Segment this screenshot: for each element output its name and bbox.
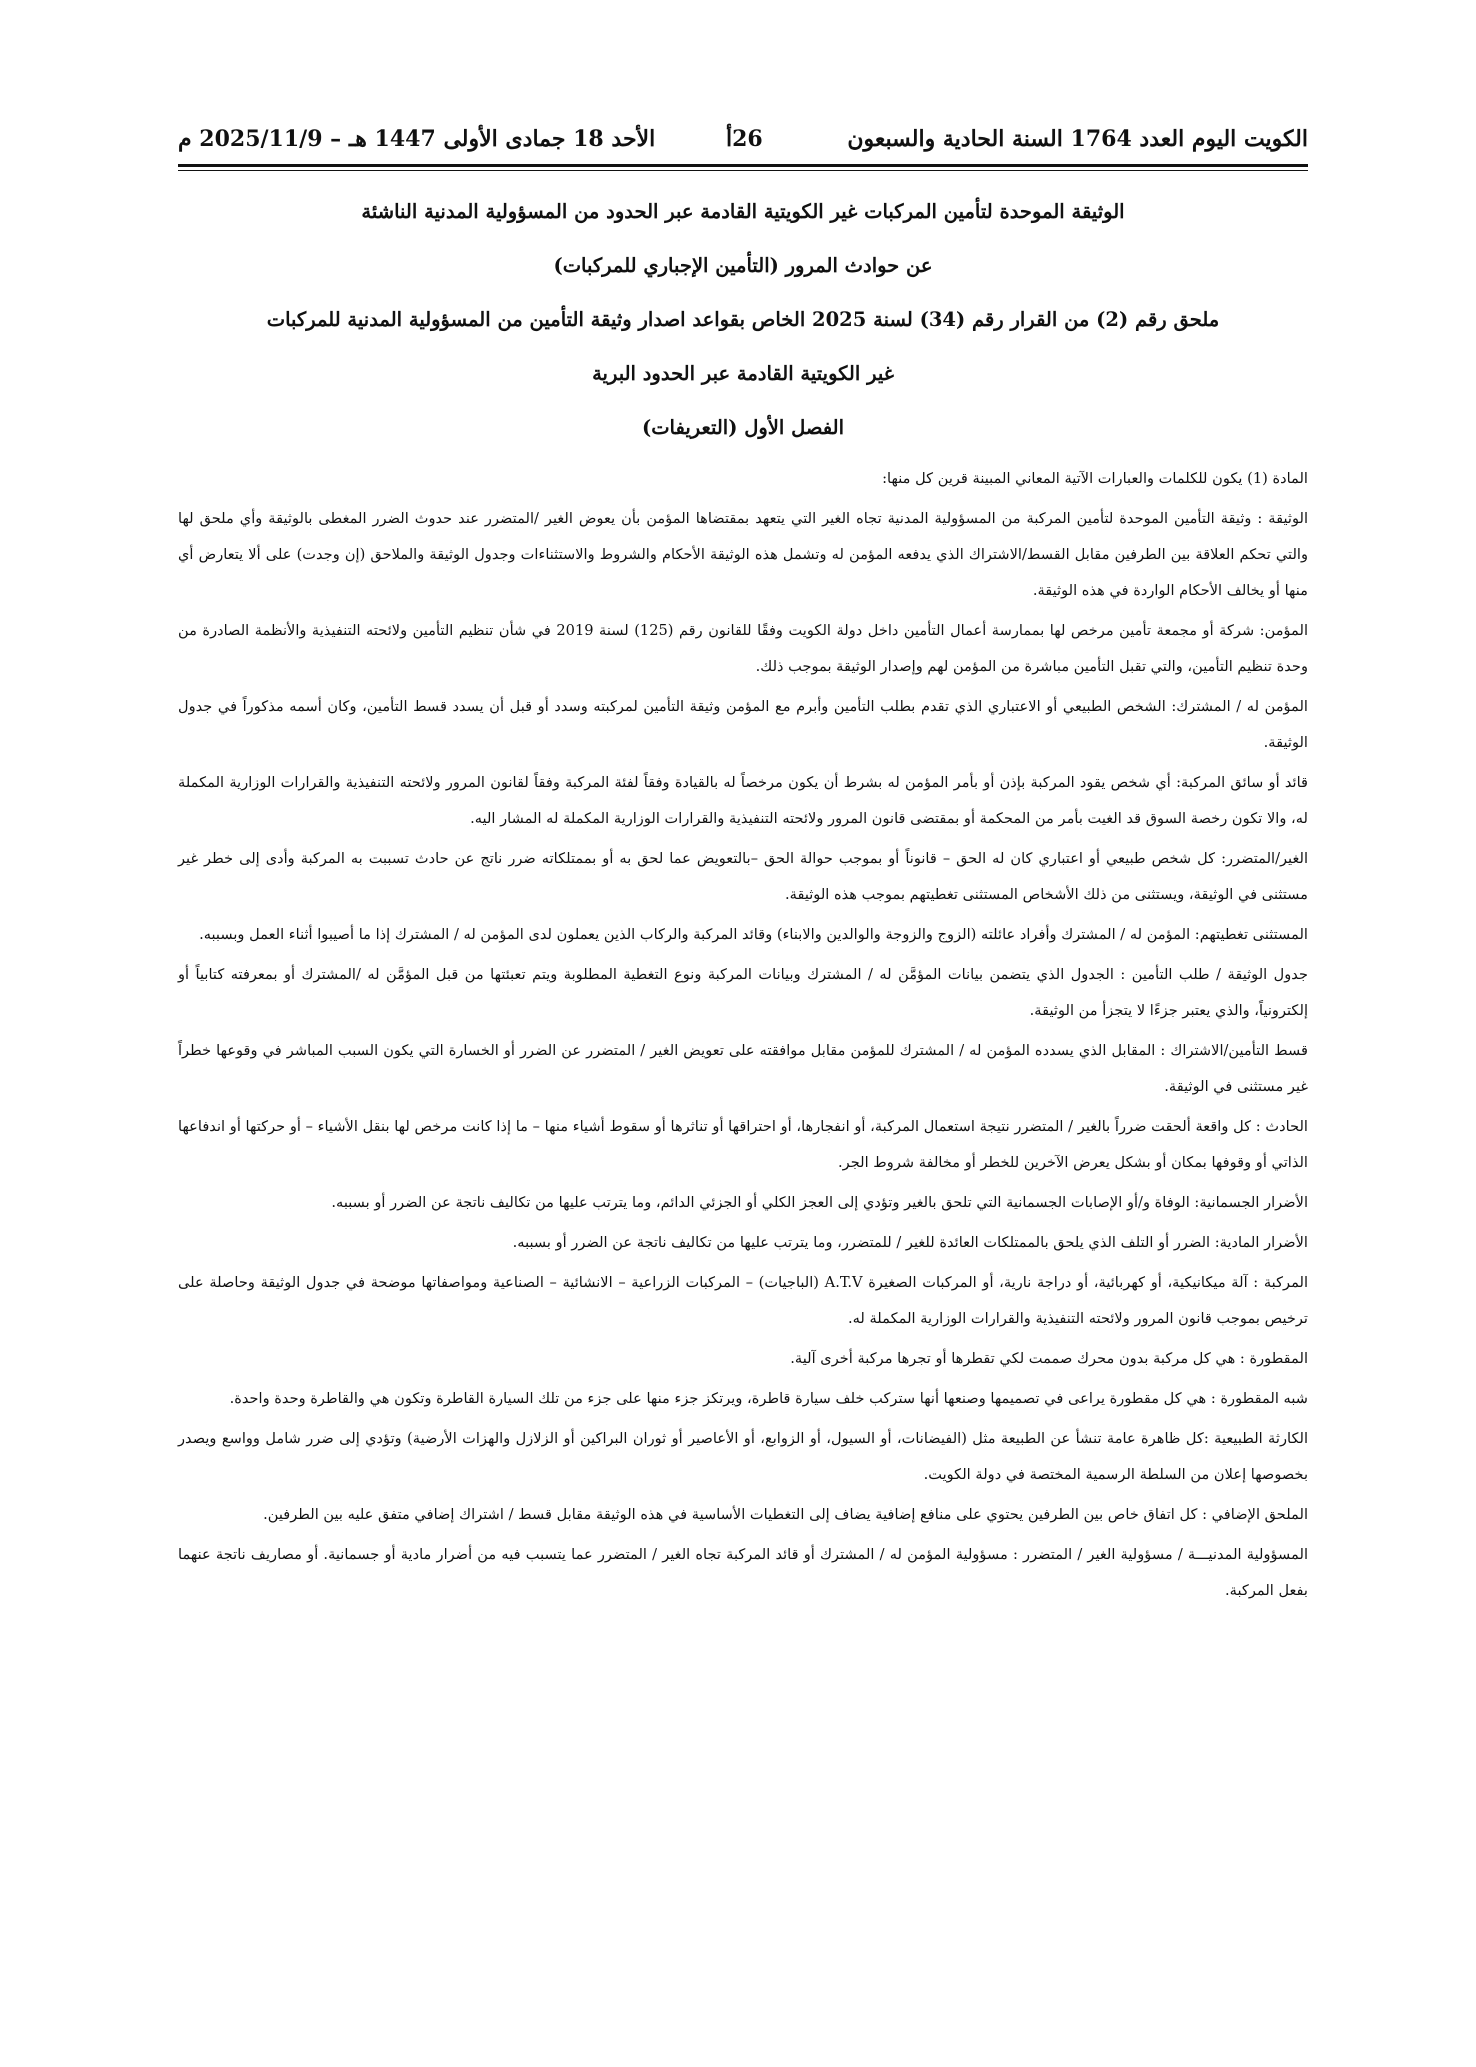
gazette-page (178, 118, 1308, 1613)
header-divider-thick (178, 164, 1308, 167)
definition-semi-trailer: شبه المقطورة : هي كل مقطورة يراعى في تصميمها وصنعها أنها ستركب خلف سيارة قاطرة، ويرتكز جزء منها على جزء من تلك السيارة القاطرة وتكون هي والقاطرة وحدة واحدة. (229, 1390, 1308, 1407)
definition-vehicle: المركبة : آلة ميكانيكية، أو كهربائية، أو دراجة نارية، أو المركبات الصغيرة A.T.V (الباجيات) – المركبات الزراعية – الانشائية – الصناعية ومواصفاتها موضحة في جدول الوثيقة وحاصلة على ترخيص بموجب قانون المرور ولائحته التنفيذية والقرارات الوزارية المكملة له. (178, 1274, 1309, 1327)
definition-premium: قسط التأمين/الاشتراك : المقابل الذي يسدده المؤمن له / المشترك للمؤمن مقابل موافقته على تعويض الغير / المتضرر عن الضرر أو الخسارة التي يكون السبب المباشر في وقوعها خطراً غير مستثنى في الوثيقة. (178, 1042, 1308, 1095)
title-line-4: غير الكويتية القادمة عبر الحدود البرية (592, 362, 894, 385)
definition-trailer: المقطورة : هي كل مركبة بدون محرك صممت لكي تقطرها أو تجرها مركبة أخرى آلية. (790, 1350, 1308, 1367)
page-header (178, 118, 1308, 160)
definition-policy: الوثيقة : وثيقة التأمين الموحدة لتأمين المركبة من المسؤولية المدنية تجاه الغير التي يتعهد بمقتضاها المؤمن بأن يعوض الغير /المتضرر عند حدوث الضرر المغطى بالوثيقة وأي ملحق لها والتي تحكم العلاقة بين الطرفين مقابل القسط/الاشتراك الذي يدفعه المؤمن له وتشمل هذه الوثيقة الأحكام والشروط والاستثناءات وجدول الوثيقة والملاحق (إن وجدت) على ألا يتعارض أي منها أو يخالف الأحكام الواردة في هذه الوثيقة. (178, 510, 1308, 599)
title-line-3: ملحق رقم (2) من القرار رقم (34) لسنة 2025 الخاص بقواعد اصدار وثيقة التأمين من المسؤولية المدنية للمركبات (266, 308, 1220, 331)
definition-policy-schedule: جدول الوثيقة / طلب التأمين : الجدول الذي يتضمن بيانات المؤمَّن له / المشترك وبيانات المركبة ونوع التغطية المطلوبة ويتم تعبئتها من قبل المؤمَّن له /المشترك أو بمعرفته كتابياً أو إلكترونياً، والذي يعتبر جزءًا لا يتجزأ من الوثيقة. (178, 966, 1308, 1019)
document-titles (178, 185, 1308, 455)
chapter-heading: الفصل الأول (التعريفات) (641, 416, 845, 439)
definitions-body (178, 461, 1308, 1609)
header-date: الأحد 18 جمادى الأولى 1447 هـ – 2025/11/9 م (178, 126, 656, 152)
definition-driver: قائد أو سائق المركبة: أي شخص يقود المركبة بإذن أو بأمر المؤمن له بشرط أن يكون مرخصاً له بالقيادة وفقاً لفئة المركبة وفقاً لقانون المرور ولائحته التنفيذية والقرارات الوزارية المكملة له، والا تكون رخصة السوق قد الغيت بأمر من المحكمة أو بمقتضى قانون المرور ولائحته التنفيذية والقرارات الوزارية المكملة له المشار اليه. (178, 774, 1308, 827)
header-issue-info: الكويت اليوم العدد 1764 السنة الحادية والسبعون (847, 126, 1308, 152)
definition-material-damage: الأضرار المادية: الضرر أو التلف الذي يلحق بالممتلكات العائدة للغير / للمتضرر، وما يترتب عليها من تكاليف ناتجة عن الضرر أو بسببه. (512, 1234, 1308, 1251)
title-line-1: الوثيقة الموحدة لتأمين المركبات غير الكويتية القادمة عبر الحدود من المسؤولية المدنية الناشئة (361, 200, 1125, 223)
definition-additional-rider: الملحق الإضافي : كل اتفاق خاص بين الطرفين يحتوي على منافع إضافية يضاف إلى التغطيات الأساسية في هذه الوثيقة مقابل قسط / اشتراك إضافي متفق عليه بين الطرفين. (263, 1506, 1308, 1523)
article-1-intro: المادة (1) يكون للكلمات والعبارات الآتية المعاني المبينة قرين كل منها: (882, 470, 1308, 487)
header-divider-thin (178, 170, 1308, 171)
definition-excluded-persons: المستثنى تغطيتهم: المؤمن له / المشترك وأفراد عائلته (الزوج والزوجة والوالدين والابناء) وقائد المركبة والركاب الذين يعملون لدى المؤمن له / المشترك إذا ما أصيبوا أثناء العمل وبسببه. (199, 926, 1308, 943)
definition-insurer: المؤمن: شركة أو مجمعة تأمين مرخص لها بممارسة أعمال التأمين داخل دولة الكويت وفقًا للقانون رقم (125) لسنة 2019 في شأن تنظيم التأمين ولائحته التنفيذية والأنظمة الصادرة من وحدة تنظيم التأمين، والتي تقبل التأمين مباشرة من المؤمن لهم وإصدار الوثيقة بموجب ذلك. (178, 622, 1308, 675)
definition-accident: الحادث : كل واقعة ألحقت ضرراً بالغير / المتضرر نتيجة استعمال المركبة، أو انفجارها، أو احتراقها أو تناثرها أو سقوط أشياء منها – ما إذا كانت مرخص لها بنقل الأشياء – أو حركتها أو اندفاعها الذاتي أو وقوفها بمكان أو بشكل يعرض الآخرين للخطر أو مخالفة شروط الجر. (178, 1118, 1308, 1171)
definition-third-party: الغير/المتضرر: كل شخص طبيعي أو اعتباري كان له الحق – قانوناً أو بموجب حوالة الحق –بالتعويض عما لحق به أو بممتلكاته ضرر ناتج عن حادث تسببت به المركبة وأدى إلى خطر غير مستثنى في الوثيقة، ويستثنى من ذلك الأشخاص المستثنى تغطيتهم بموجب هذه الوثيقة. (178, 850, 1308, 903)
definition-civil-liability: المسؤولية المدنيـــة / مسؤولية الغير / المتضرر : مسؤولية المؤمن له / المشترك أو قائد المركبة تجاه الغير / المتضرر عما يتسبب فيه من أضرار مادية أو جسمانية. أو مصاريف ناتجة عنهما بفعل المركبة. (178, 1546, 1308, 1599)
definition-insured: المؤمن له / المشترك: الشخص الطبيعي أو الاعتباري الذي تقدم بطلب التأمين وأبرم مع المؤمن وثيقة التأمين لمركبته وسدد أو قبل أن يسدد قسط التأمين، وكان أسمه مذكوراً في جدول الوثيقة. (178, 698, 1308, 751)
definition-natural-disaster: الكارثة الطبيعية :كل ظاهرة عامة تنشأ عن الطبيعة مثل (الفيضانات، أو السيول، أو الزوابع، أو الأعاصير أو ثوران البراكين أو الزلازل والهزات الأرضية) وتؤدي إلى ضرر شامل وواسع ويصدر بخصوصها إعلان من السلطة الرسمية المختصة في دولة الكويت. (178, 1430, 1308, 1483)
title-line-2: عن حوادث المرور (التأمين الإجباري للمركبات) (553, 254, 933, 277)
header-page-number: 26أ (726, 126, 763, 152)
definition-bodily-damage: الأضرار الجسمانية: الوفاة و/أو الإصابات الجسمانية التي تلحق بالغير وتؤدي إلى العجز الكلي أو الجزئي الدائم، وما يترتب عليها من تكاليف ناتجة عن الضرر أو بسببه. (331, 1194, 1308, 1211)
